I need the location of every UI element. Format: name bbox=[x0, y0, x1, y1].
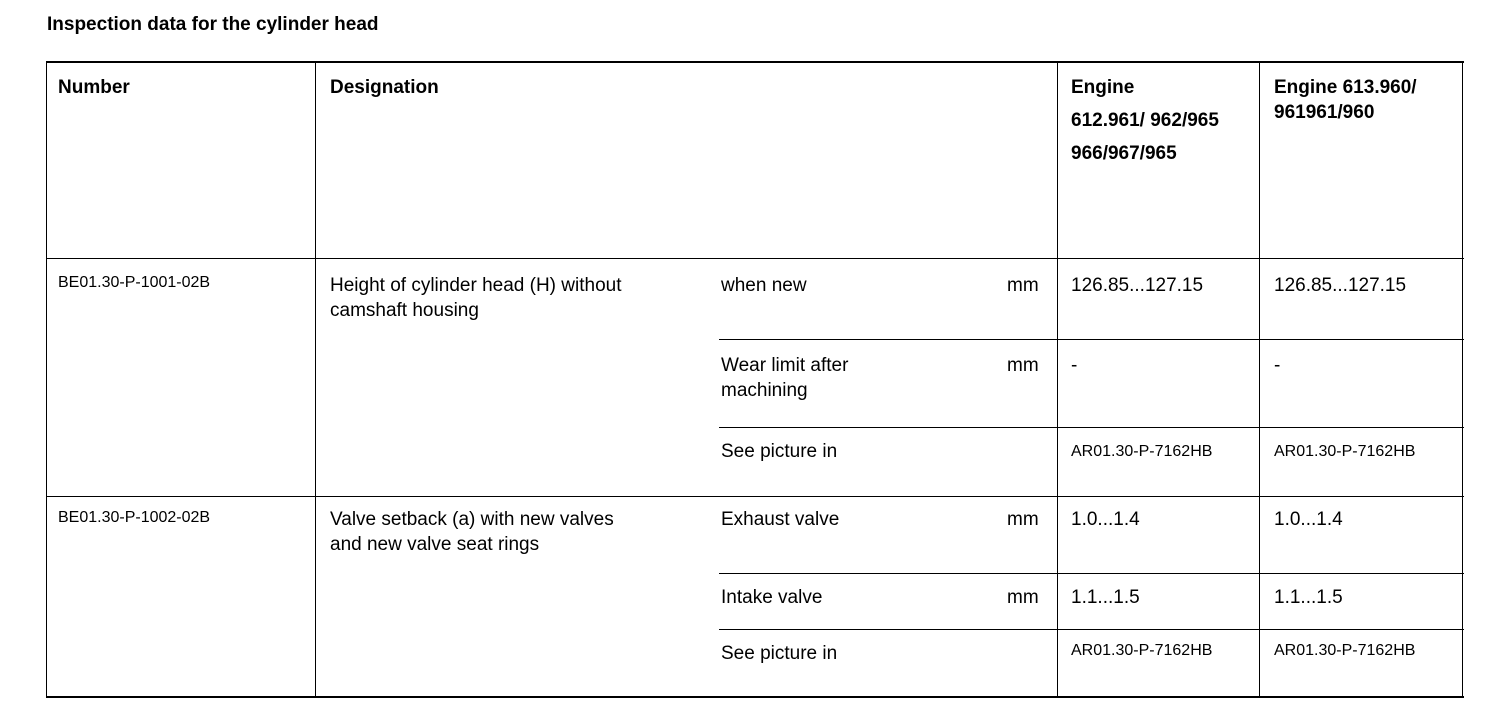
header-engine-2-line: 961961/960 bbox=[1274, 102, 1375, 123]
header-engine-2-line: Engine 613.960/ bbox=[1274, 77, 1417, 98]
subrow-label: when new bbox=[721, 275, 807, 296]
subrow-value-engine-2: 1.0...1.4 bbox=[1274, 509, 1343, 530]
row-divider bbox=[46, 496, 1464, 497]
row-number: BE01.30-P-1002-02B bbox=[58, 509, 211, 526]
page-title: Inspection data for the cylinder head bbox=[47, 14, 379, 35]
subrow-label: See picture in bbox=[721, 441, 838, 462]
subrow-label: See picture in bbox=[721, 643, 838, 664]
subrow-label: Intake valve bbox=[721, 587, 823, 608]
table-border-bottom bbox=[46, 696, 1464, 698]
subrow-value-engine-1: 1.1...1.5 bbox=[1071, 587, 1140, 608]
subrow-divider bbox=[719, 339, 1464, 340]
subrow-value-engine-2: AR01.30-P-7162HB bbox=[1274, 443, 1416, 460]
subrow-value-engine-2: 1.1...1.5 bbox=[1274, 587, 1343, 608]
subrow-value-engine-1: AR01.30-P-7162HB bbox=[1071, 443, 1213, 460]
row-designation-line: Valve setback (a) with new valves bbox=[330, 509, 614, 530]
header-number: Number bbox=[58, 77, 130, 98]
subrow-value-engine-1: - bbox=[1071, 355, 1078, 376]
subrow-unit: mm bbox=[1007, 355, 1039, 376]
subrow-label: Wear limit after bbox=[721, 355, 849, 376]
row-designation-line: camshaft housing bbox=[330, 300, 479, 321]
table-border-right bbox=[1462, 61, 1463, 698]
table-border-top bbox=[46, 61, 1464, 63]
subrow-label: machining bbox=[721, 380, 808, 401]
subrow-unit: mm bbox=[1007, 509, 1039, 530]
subrow-label: Exhaust valve bbox=[721, 509, 840, 530]
subrow-unit: mm bbox=[1007, 587, 1039, 608]
subrow-divider bbox=[719, 427, 1464, 428]
subrow-value-engine-1: AR01.30-P-7162HB bbox=[1071, 642, 1213, 659]
subrow-value-engine-2: - bbox=[1274, 355, 1281, 376]
subrow-value-engine-1: 1.0...1.4 bbox=[1071, 509, 1140, 530]
header-engine-1-line: 612.961/ 962/965 bbox=[1071, 110, 1219, 131]
column-divider bbox=[1259, 61, 1260, 698]
row-number: BE01.30-P-1001-02B bbox=[58, 274, 211, 291]
row-designation-line: and new valve seat rings bbox=[330, 534, 540, 555]
subrow-value-engine-1: 126.85...127.15 bbox=[1071, 275, 1204, 296]
header-designation: Designation bbox=[330, 77, 439, 98]
subrow-value-engine-2: 126.85...127.15 bbox=[1274, 275, 1407, 296]
subrow-divider bbox=[719, 629, 1464, 630]
column-divider bbox=[1057, 61, 1058, 698]
column-divider bbox=[315, 61, 316, 698]
table-border-left bbox=[46, 61, 47, 698]
header-divider bbox=[46, 258, 1464, 259]
subrow-unit: mm bbox=[1007, 275, 1039, 296]
row-designation-line: Height of cylinder head (H) without bbox=[330, 275, 622, 296]
subrow-value-engine-2: AR01.30-P-7162HB bbox=[1274, 642, 1416, 659]
header-engine-1-line: 966/967/965 bbox=[1071, 143, 1177, 164]
subrow-divider bbox=[719, 573, 1464, 574]
header-engine-1-line: Engine bbox=[1071, 77, 1135, 98]
